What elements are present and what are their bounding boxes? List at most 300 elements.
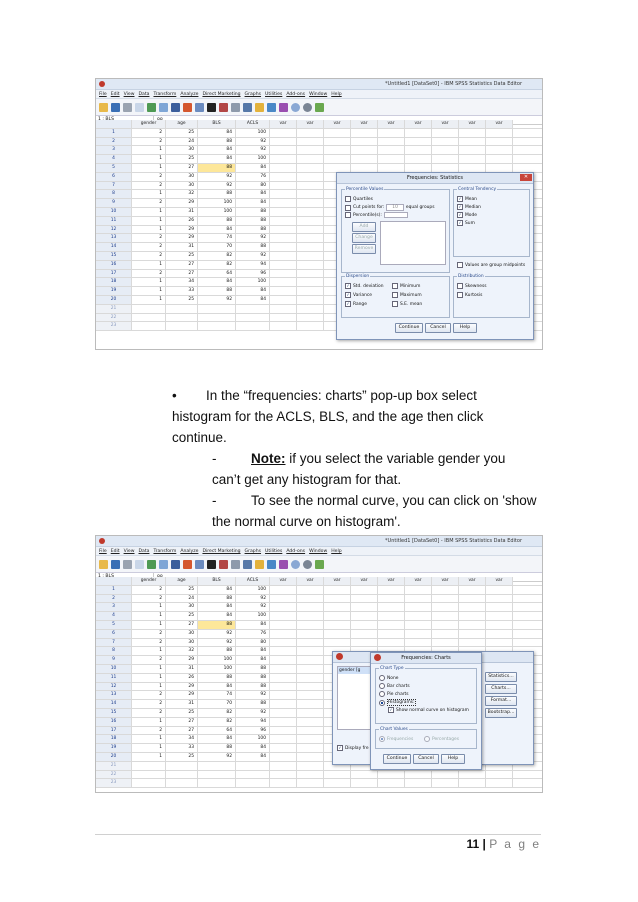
- menu-utilities[interactable]: Utilities: [265, 91, 283, 97]
- table-cell[interactable]: [166, 779, 198, 787]
- table-cell[interactable]: 88: [198, 190, 236, 198]
- table-cell[interactable]: [270, 735, 297, 743]
- table-cell[interactable]: 25: [166, 753, 198, 761]
- table-cell[interactable]: [378, 621, 405, 629]
- select-cases-icon[interactable]: [267, 560, 276, 569]
- row-number[interactable]: 1: [96, 586, 132, 594]
- median-checkbox[interactable]: ✓: [458, 204, 462, 209]
- table-cell[interactable]: 2: [132, 595, 166, 603]
- row-number[interactable]: 12: [96, 683, 132, 691]
- table-cell[interactable]: [459, 586, 486, 594]
- dialog-recall-icon[interactable]: [135, 560, 144, 569]
- table-cell[interactable]: 27: [166, 718, 198, 726]
- table-cell[interactable]: [270, 753, 297, 761]
- menu-edit[interactable]: Edit: [110, 548, 120, 554]
- table-cell[interactable]: 88: [198, 595, 236, 603]
- table-cell[interactable]: 30: [166, 639, 198, 647]
- table-cell[interactable]: [459, 129, 486, 137]
- table-cell[interactable]: 30: [166, 630, 198, 638]
- table-cell[interactable]: [297, 305, 324, 313]
- save-icon[interactable]: [111, 560, 120, 569]
- table-cell[interactable]: [297, 217, 324, 225]
- table-cell[interactable]: 64: [198, 727, 236, 735]
- column-header[interactable]: var: [297, 577, 324, 585]
- table-cell[interactable]: [270, 683, 297, 691]
- table-cell[interactable]: [432, 164, 459, 172]
- split-file-icon[interactable]: [243, 103, 252, 112]
- table-cell[interactable]: [378, 129, 405, 137]
- table-cell[interactable]: [351, 155, 378, 163]
- column-header[interactable]: var: [270, 120, 297, 128]
- column-header[interactable]: var: [486, 577, 513, 585]
- table-cell[interactable]: [324, 155, 351, 163]
- table-cell[interactable]: 92: [236, 138, 270, 146]
- table-cell[interactable]: [270, 779, 297, 787]
- table-cell[interactable]: [270, 700, 297, 708]
- table-cell[interactable]: 94: [236, 718, 270, 726]
- table-cell[interactable]: [324, 138, 351, 146]
- table-cell[interactable]: 84: [198, 146, 236, 154]
- print-icon[interactable]: [123, 103, 132, 112]
- table-cell[interactable]: [459, 630, 486, 638]
- table-cell[interactable]: [236, 305, 270, 313]
- table-cell[interactable]: 92: [236, 691, 270, 699]
- frequencies-radio[interactable]: [379, 736, 385, 742]
- table-cell[interactable]: [297, 779, 324, 787]
- table-cell[interactable]: [270, 314, 297, 322]
- table-cell[interactable]: [297, 630, 324, 638]
- bootstrap-button[interactable]: Bootstrap...: [485, 708, 517, 718]
- table-cell[interactable]: [297, 226, 324, 234]
- table-cell[interactable]: [378, 639, 405, 647]
- table-cell[interactable]: [351, 771, 378, 779]
- table-cell[interactable]: [351, 146, 378, 154]
- row-number[interactable]: 5: [96, 621, 132, 629]
- table-cell[interactable]: 100: [198, 656, 236, 664]
- menu-transform[interactable]: Transform: [153, 548, 177, 554]
- table-cell[interactable]: [459, 603, 486, 611]
- table-cell[interactable]: 2: [132, 691, 166, 699]
- table-cell[interactable]: [432, 138, 459, 146]
- table-cell[interactable]: 1: [132, 261, 166, 269]
- row-number[interactable]: 4: [96, 155, 132, 163]
- table-cell[interactable]: [132, 322, 166, 330]
- table-cell[interactable]: 1: [132, 683, 166, 691]
- column-header[interactable]: var: [324, 577, 351, 585]
- table-cell[interactable]: 84: [236, 199, 270, 207]
- table-cell[interactable]: [324, 603, 351, 611]
- table-cell[interactable]: [459, 779, 486, 787]
- table-cell[interactable]: [236, 762, 270, 770]
- table-cell[interactable]: 30: [166, 182, 198, 190]
- table-cell[interactable]: [297, 771, 324, 779]
- table-cell[interactable]: 29: [166, 656, 198, 664]
- row-number[interactable]: 11: [96, 674, 132, 682]
- table-cell[interactable]: [432, 129, 459, 137]
- row-number[interactable]: 15: [96, 252, 132, 260]
- table-cell[interactable]: 1: [132, 278, 166, 286]
- table-cell[interactable]: [297, 762, 324, 770]
- table-cell[interactable]: [297, 314, 324, 322]
- table-cell[interactable]: [486, 164, 513, 172]
- table-cell[interactable]: 88: [236, 243, 270, 251]
- table-cell[interactable]: [297, 665, 324, 673]
- table-cell[interactable]: 84: [198, 683, 236, 691]
- table-cell[interactable]: [297, 296, 324, 304]
- table-cell[interactable]: 84: [198, 586, 236, 594]
- table-cell[interactable]: 82: [198, 718, 236, 726]
- table-cell[interactable]: [378, 595, 405, 603]
- table-cell[interactable]: [378, 612, 405, 620]
- table-cell[interactable]: 74: [198, 691, 236, 699]
- table-cell[interactable]: 24: [166, 138, 198, 146]
- table-cell[interactable]: 100: [198, 208, 236, 216]
- table-cell[interactable]: [459, 612, 486, 620]
- table-cell[interactable]: [270, 771, 297, 779]
- table-cell[interactable]: [405, 595, 432, 603]
- select-cases-icon[interactable]: [267, 103, 276, 112]
- table-cell[interactable]: [270, 226, 297, 234]
- row-number[interactable]: 2: [96, 138, 132, 146]
- table-cell[interactable]: 1: [132, 146, 166, 154]
- table-cell[interactable]: [378, 138, 405, 146]
- row-number[interactable]: 14: [96, 243, 132, 251]
- menu-view[interactable]: View: [123, 548, 135, 554]
- row-number[interactable]: 21: [96, 305, 132, 313]
- table-cell[interactable]: 84: [236, 647, 270, 655]
- table-cell[interactable]: 88: [236, 665, 270, 673]
- close-icon[interactable]: ✕: [520, 174, 532, 181]
- table-cell[interactable]: [297, 173, 324, 181]
- column-header[interactable]: var: [459, 577, 486, 585]
- insert-variable-icon[interactable]: [231, 103, 240, 112]
- table-cell[interactable]: 84: [198, 129, 236, 137]
- table-cell[interactable]: 70: [198, 700, 236, 708]
- table-cell[interactable]: 84: [198, 735, 236, 743]
- row-number[interactable]: 22: [96, 314, 132, 322]
- table-cell[interactable]: 84: [198, 155, 236, 163]
- table-cell[interactable]: 76: [236, 630, 270, 638]
- table-cell[interactable]: [486, 779, 513, 787]
- table-cell[interactable]: 26: [166, 217, 198, 225]
- normal-curve-checkbox[interactable]: ✓: [389, 707, 393, 712]
- table-cell[interactable]: [459, 595, 486, 603]
- table-cell[interactable]: [405, 639, 432, 647]
- maximum-checkbox[interactable]: [392, 292, 398, 298]
- table-cell[interactable]: [405, 771, 432, 779]
- table-cell[interactable]: 2: [132, 639, 166, 647]
- table-cell[interactable]: [236, 322, 270, 330]
- table-cell[interactable]: [405, 138, 432, 146]
- table-cell[interactable]: 88: [236, 226, 270, 234]
- table-cell[interactable]: [378, 586, 405, 594]
- show-all-icon[interactable]: [303, 560, 312, 569]
- table-cell[interactable]: [270, 146, 297, 154]
- split-file-icon[interactable]: [243, 560, 252, 569]
- table-cell[interactable]: 92: [198, 182, 236, 190]
- row-number[interactable]: 12: [96, 226, 132, 234]
- table-cell[interactable]: [270, 305, 297, 313]
- mean-checkbox[interactable]: ✓: [458, 196, 462, 201]
- table-cell[interactable]: [270, 296, 297, 304]
- table-cell[interactable]: 29: [166, 226, 198, 234]
- table-cell[interactable]: [459, 155, 486, 163]
- variables-icon[interactable]: [195, 103, 204, 112]
- table-cell[interactable]: [297, 674, 324, 682]
- table-cell[interactable]: 34: [166, 735, 198, 743]
- table-cell[interactable]: 74: [198, 234, 236, 242]
- table-cell[interactable]: [351, 595, 378, 603]
- menu-graphs[interactable]: Graphs: [244, 91, 262, 97]
- table-cell[interactable]: 84: [236, 287, 270, 295]
- table-cell[interactable]: 2: [132, 173, 166, 181]
- help-button[interactable]: Help: [453, 323, 477, 333]
- table-cell[interactable]: [270, 744, 297, 752]
- table-cell[interactable]: [432, 630, 459, 638]
- table-cell[interactable]: [297, 621, 324, 629]
- table-cell[interactable]: 2: [132, 252, 166, 260]
- table-cell[interactable]: 1: [132, 647, 166, 655]
- range-checkbox[interactable]: ✓: [346, 301, 350, 306]
- row-number[interactable]: 16: [96, 718, 132, 726]
- table-cell[interactable]: [351, 630, 378, 638]
- table-cell[interactable]: [297, 709, 324, 717]
- table-cell[interactable]: [297, 234, 324, 242]
- continue-button[interactable]: Continue: [383, 754, 411, 764]
- table-cell[interactable]: 92: [236, 234, 270, 242]
- table-cell[interactable]: [378, 603, 405, 611]
- variable-list[interactable]: [337, 666, 373, 730]
- weight-cases-icon[interactable]: [255, 560, 264, 569]
- table-cell[interactable]: [297, 586, 324, 594]
- table-cell[interactable]: [486, 630, 513, 638]
- table-cell[interactable]: [132, 779, 166, 787]
- table-cell[interactable]: 92: [198, 173, 236, 181]
- table-cell[interactable]: [405, 621, 432, 629]
- row-number[interactable]: 7: [96, 639, 132, 647]
- table-cell[interactable]: 88: [236, 700, 270, 708]
- use-sets-icon[interactable]: [291, 103, 300, 112]
- table-cell[interactable]: 25: [166, 586, 198, 594]
- table-cell[interactable]: [270, 261, 297, 269]
- row-number[interactable]: 6: [96, 630, 132, 638]
- continue-button[interactable]: Continue: [395, 323, 423, 333]
- column-header[interactable]: BLS: [198, 577, 236, 585]
- menu-utilities[interactable]: Utilities: [265, 548, 283, 554]
- table-cell[interactable]: 88: [198, 674, 236, 682]
- table-cell[interactable]: [486, 138, 513, 146]
- table-cell[interactable]: 29: [166, 234, 198, 242]
- table-cell[interactable]: 2: [132, 270, 166, 278]
- table-cell[interactable]: 33: [166, 287, 198, 295]
- table-cell[interactable]: [270, 190, 297, 198]
- table-cell[interactable]: [270, 199, 297, 207]
- table-cell[interactable]: [297, 243, 324, 251]
- row-number[interactable]: 16: [96, 261, 132, 269]
- row-number[interactable]: 19: [96, 287, 132, 295]
- table-cell[interactable]: 2: [132, 709, 166, 717]
- table-cell[interactable]: [405, 603, 432, 611]
- table-cell[interactable]: 25: [166, 612, 198, 620]
- table-cell[interactable]: [270, 243, 297, 251]
- table-cell[interactable]: [324, 630, 351, 638]
- table-cell[interactable]: [236, 779, 270, 787]
- table-cell[interactable]: [486, 612, 513, 620]
- table-cell[interactable]: [351, 621, 378, 629]
- table-cell[interactable]: [297, 691, 324, 699]
- cut-points-checkbox[interactable]: [345, 205, 351, 211]
- table-cell[interactable]: [324, 639, 351, 647]
- table-cell[interactable]: 25: [166, 129, 198, 137]
- table-cell[interactable]: 70: [198, 243, 236, 251]
- undo-icon[interactable]: [147, 560, 156, 569]
- table-cell[interactable]: 96: [236, 727, 270, 735]
- table-cell[interactable]: [297, 129, 324, 137]
- table-cell[interactable]: [198, 762, 236, 770]
- table-cell[interactable]: 25: [166, 252, 198, 260]
- table-cell[interactable]: 2: [132, 630, 166, 638]
- row-number[interactable]: 18: [96, 278, 132, 286]
- menu-help[interactable]: Help: [331, 91, 342, 97]
- table-cell[interactable]: 84: [198, 603, 236, 611]
- table-cell[interactable]: 1: [132, 665, 166, 673]
- menu-view[interactable]: View: [123, 91, 135, 97]
- find-icon[interactable]: [207, 560, 216, 569]
- menu-direct-marketing[interactable]: Direct Marketing: [202, 548, 241, 554]
- open-icon[interactable]: [99, 103, 108, 112]
- table-cell[interactable]: [270, 665, 297, 673]
- table-cell[interactable]: [297, 270, 324, 278]
- table-cell[interactable]: [132, 314, 166, 322]
- column-header[interactable]: gender: [132, 120, 166, 128]
- table-cell[interactable]: [378, 630, 405, 638]
- menu-data[interactable]: Data: [138, 91, 150, 97]
- table-cell[interactable]: 24: [166, 595, 198, 603]
- column-header[interactable]: var: [432, 577, 459, 585]
- table-cell[interactable]: 92: [198, 753, 236, 761]
- column-header[interactable]: var: [351, 577, 378, 585]
- table-cell[interactable]: [297, 603, 324, 611]
- table-cell[interactable]: 27: [166, 270, 198, 278]
- menu-analyze[interactable]: Analyze: [180, 548, 199, 554]
- table-cell[interactable]: [405, 155, 432, 163]
- row-number[interactable]: 17: [96, 727, 132, 735]
- table-cell[interactable]: 1: [132, 164, 166, 172]
- skewness-checkbox[interactable]: [457, 283, 463, 289]
- row-number[interactable]: 3: [96, 603, 132, 611]
- goto-case-icon[interactable]: [171, 560, 180, 569]
- table-cell[interactable]: [324, 771, 351, 779]
- table-cell[interactable]: [297, 322, 324, 330]
- menu-analyze[interactable]: Analyze: [180, 91, 199, 97]
- table-cell[interactable]: [297, 199, 324, 207]
- table-cell[interactable]: [270, 630, 297, 638]
- table-cell[interactable]: [166, 771, 198, 779]
- table-cell[interactable]: [378, 146, 405, 154]
- table-cell[interactable]: [459, 771, 486, 779]
- table-cell[interactable]: 84: [236, 744, 270, 752]
- table-cell[interactable]: 25: [166, 296, 198, 304]
- table-cell[interactable]: [405, 779, 432, 787]
- row-number[interactable]: 14: [96, 700, 132, 708]
- row-number[interactable]: 23: [96, 779, 132, 787]
- row-number[interactable]: 13: [96, 234, 132, 242]
- table-cell[interactable]: 1: [132, 226, 166, 234]
- table-cell[interactable]: [297, 639, 324, 647]
- table-cell[interactable]: [297, 190, 324, 198]
- table-cell[interactable]: 82: [198, 709, 236, 717]
- table-cell[interactable]: 92: [236, 252, 270, 260]
- table-cell[interactable]: 100: [236, 612, 270, 620]
- display-frequency-checkbox[interactable]: ✓: [338, 745, 342, 750]
- table-cell[interactable]: [297, 164, 324, 172]
- table-cell[interactable]: [324, 164, 351, 172]
- table-cell[interactable]: [270, 647, 297, 655]
- table-cell[interactable]: [405, 146, 432, 154]
- table-cell[interactable]: [166, 322, 198, 330]
- table-cell[interactable]: 25: [166, 155, 198, 163]
- table-cell[interactable]: 32: [166, 190, 198, 198]
- table-cell[interactable]: 96: [236, 270, 270, 278]
- statistics-button[interactable]: Statistics...: [485, 672, 517, 682]
- column-header[interactable]: var: [351, 120, 378, 128]
- spelling-icon[interactable]: [315, 560, 324, 569]
- table-cell[interactable]: [459, 621, 486, 629]
- row-number[interactable]: 1: [96, 129, 132, 137]
- table-cell[interactable]: [270, 603, 297, 611]
- table-cell[interactable]: 88: [236, 683, 270, 691]
- table-cell[interactable]: 80: [236, 182, 270, 190]
- print-icon[interactable]: [123, 560, 132, 569]
- table-cell[interactable]: 1: [132, 753, 166, 761]
- table-cell[interactable]: 88: [198, 217, 236, 225]
- row-number[interactable]: 19: [96, 744, 132, 752]
- table-cell[interactable]: [198, 322, 236, 330]
- table-cell[interactable]: 100: [236, 129, 270, 137]
- column-header[interactable]: var: [378, 120, 405, 128]
- table-cell[interactable]: [324, 595, 351, 603]
- column-header[interactable]: BLS: [198, 120, 236, 128]
- percentiles-input[interactable]: [384, 212, 408, 218]
- table-cell[interactable]: 2: [132, 234, 166, 242]
- percentages-radio[interactable]: [424, 736, 430, 742]
- table-cell[interactable]: [297, 612, 324, 620]
- table-cell[interactable]: 64: [198, 270, 236, 278]
- table-cell[interactable]: [405, 164, 432, 172]
- variable-item-gender[interactable]: gender [g: [338, 667, 372, 674]
- table-cell[interactable]: 100: [236, 278, 270, 286]
- histograms-radio[interactable]: [379, 700, 385, 706]
- table-cell[interactable]: 88: [198, 621, 236, 629]
- table-cell[interactable]: 1: [132, 603, 166, 611]
- table-cell[interactable]: [270, 234, 297, 242]
- table-cell[interactable]: 2: [132, 656, 166, 664]
- table-cell[interactable]: 30: [166, 603, 198, 611]
- value-labels-icon[interactable]: [279, 560, 288, 569]
- table-cell[interactable]: 92: [198, 296, 236, 304]
- row-number[interactable]: 5: [96, 164, 132, 172]
- table-cell[interactable]: [351, 639, 378, 647]
- row-number[interactable]: 20: [96, 753, 132, 761]
- table-cell[interactable]: 88: [198, 647, 236, 655]
- table-cell[interactable]: [459, 639, 486, 647]
- table-cell[interactable]: [297, 744, 324, 752]
- table-cell[interactable]: [378, 164, 405, 172]
- column-header[interactable]: var: [270, 577, 297, 585]
- table-cell[interactable]: [351, 603, 378, 611]
- save-icon[interactable]: [111, 103, 120, 112]
- percentiles-list[interactable]: [380, 221, 446, 265]
